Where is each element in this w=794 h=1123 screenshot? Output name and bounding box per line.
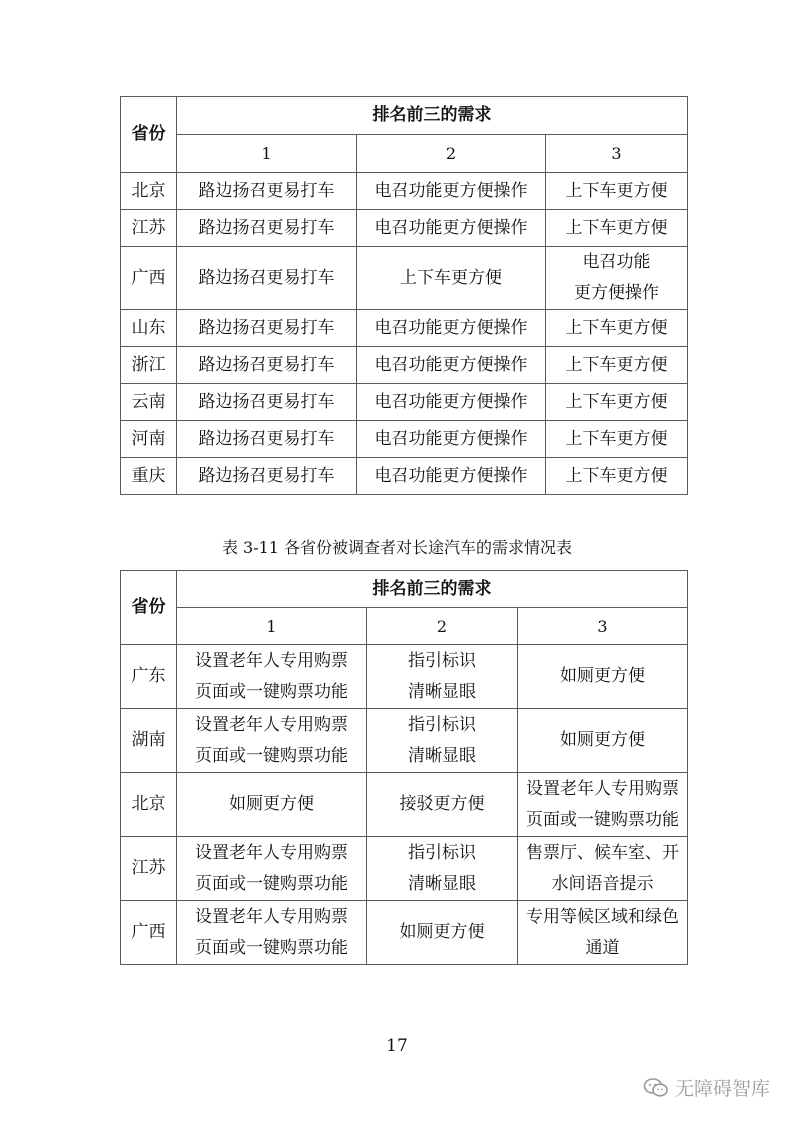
demand-rank-2-cell (357, 247, 546, 310)
table-row (121, 247, 688, 310)
table-row (121, 773, 688, 837)
demand-rank-2-cell (357, 310, 546, 347)
demand-rank-2-cell (367, 837, 518, 901)
cell-text-line: 路边扬召更易打车 (198, 391, 335, 412)
cell-text-line: 路边扬召更易打车 (198, 317, 335, 338)
demand-rank-1-cell (177, 645, 367, 709)
page-number: 17 (386, 1036, 408, 1056)
cell-text-line: 指引标识 (408, 714, 476, 735)
province-cell: 北京 (121, 173, 177, 210)
demand-rank-2-cell (357, 458, 546, 495)
cell-text-line: 上下车更方便 (565, 465, 668, 486)
cell-text-line: 更方便操作 (574, 283, 659, 303)
cell-text-line: 路边扬召更易打车 (198, 465, 335, 486)
cell-text-line: 电召功能更方便操作 (374, 354, 528, 375)
demand-rank-2-cell (357, 210, 546, 247)
cell-text-line: 路边扬召更易打车 (198, 354, 335, 375)
table-row (121, 210, 688, 247)
wechat-icon (643, 1077, 669, 1099)
demand-rank-3-cell (518, 901, 688, 965)
demand-rank-3-cell (546, 384, 688, 421)
cell-text-line: 售票厅、候车室、开 (526, 842, 679, 863)
cell-text-line: 设置老年人专用购票 (195, 906, 348, 927)
province-cell: 广西 (121, 901, 177, 965)
demand-rank-3-cell (518, 837, 688, 901)
cell-text-line: 如厕更方便 (399, 922, 485, 942)
cell-text-line: 电召功能更方便操作 (374, 180, 528, 201)
demand-rank-1-cell (177, 837, 367, 901)
table-row (121, 310, 688, 347)
table-row (121, 645, 688, 709)
rank-header-2: 2 (357, 135, 546, 173)
demand-rank-3-cell (518, 709, 688, 773)
table-row (121, 837, 688, 901)
demand-rank-1-cell (177, 421, 357, 458)
cell-text-line: 电召功能更方便操作 (374, 317, 528, 338)
cell-text-line: 设置老年人专用购票 (526, 778, 679, 799)
demand-rank-1-cell (177, 773, 367, 837)
cell-text-line: 页面或一键购票功能 (526, 809, 679, 830)
table-row (121, 458, 688, 495)
province-cell: 山东 (121, 310, 177, 347)
group-header: 排名前三的需求 (177, 571, 688, 608)
demand-rank-3-cell (546, 173, 688, 210)
cell-text-line: 通道 (585, 937, 620, 958)
cell-text-line: 上下车更方便 (565, 391, 668, 412)
cell-text-line: 上下车更方便 (400, 267, 502, 288)
demand-rank-3-cell (546, 310, 688, 347)
cell-text-line: 上下车更方便 (565, 180, 668, 201)
demand-rank-3-cell (546, 347, 688, 384)
demand-rank-1-cell (177, 173, 357, 210)
province-header: 省份 (121, 97, 177, 173)
rank-header-3: 3 (518, 608, 688, 645)
watermark-text: 无障碍智库 (674, 1078, 770, 1100)
rank-header-2: 2 (367, 608, 518, 645)
table-row (121, 347, 688, 384)
demand-rank-2-cell (357, 347, 546, 384)
table-caption: 表 3-11 各省份被调查者对长途汽车的需求情况表 (221, 538, 573, 557)
demand-rank-2-cell (367, 709, 518, 773)
cell-text-line: 电召功能更方便操作 (374, 428, 528, 449)
province-cell: 广东 (121, 645, 177, 709)
demand-rank-2-cell (367, 901, 518, 965)
cell-text-line: 设置老年人专用购票 (195, 650, 348, 671)
cell-text-line: 清晰显眼 (408, 681, 476, 702)
demand-rank-2-cell (357, 384, 546, 421)
demand-rank-2-cell (367, 645, 518, 709)
table-row (121, 421, 688, 458)
cell-text-line: 路边扬召更易打车 (198, 180, 335, 201)
cell-text-line: 指引标识 (408, 842, 476, 863)
demand-rank-3-cell (518, 773, 688, 837)
cell-text-line: 上下车更方便 (565, 317, 668, 338)
demand-rank-3-cell (546, 210, 688, 247)
demand-rank-3-cell (546, 421, 688, 458)
province-cell: 重庆 (121, 458, 177, 495)
cell-text-line: 电召功能更方便操作 (374, 217, 528, 238)
province-cell: 湖南 (121, 709, 177, 773)
demand-rank-1-cell (177, 247, 357, 310)
province-cell: 浙江 (121, 347, 177, 384)
demand-rank-2-cell (357, 173, 546, 210)
cell-text-line: 电召功能更方便操作 (374, 465, 528, 486)
table-row (121, 384, 688, 421)
cell-text-line: 水间语音提示 (551, 873, 654, 894)
watermark (643, 1074, 770, 1101)
group-header: 排名前三的需求 (177, 97, 688, 135)
cell-text-line: 专用等候区域和绿色 (526, 906, 679, 927)
cell-text-line: 设置老年人专用购票 (195, 714, 348, 735)
cell-text-line: 路边扬召更易打车 (198, 267, 335, 288)
cell-text-line: 上下车更方便 (565, 217, 668, 238)
cell-text-line: 指引标识 (408, 650, 476, 671)
demand-rank-1-cell (177, 901, 367, 965)
cell-text-line: 清晰显眼 (408, 745, 476, 766)
cell-text-line: 清晰显眼 (408, 873, 476, 894)
demand-rank-1-cell (177, 384, 357, 421)
cell-text-line: 页面或一键购票功能 (195, 873, 348, 894)
coach-demand-table (120, 570, 688, 965)
province-cell: 河南 (121, 421, 177, 458)
table-row (121, 173, 688, 210)
cell-text-line: 如厕更方便 (229, 794, 314, 814)
demand-rank-2-cell (367, 773, 518, 837)
cell-text-line: 电召功能更方便操作 (374, 391, 528, 412)
province-cell: 广西 (121, 247, 177, 310)
province-cell: 江苏 (121, 837, 177, 901)
cell-text-line: 路边扬召更易打车 (198, 428, 335, 449)
demand-rank-1-cell (177, 310, 357, 347)
cell-text-line: 上下车更方便 (565, 428, 668, 449)
rank-header-1: 1 (177, 135, 357, 173)
cell-text-line: 如厕更方便 (560, 730, 645, 750)
cell-text-line: 页面或一键购票功能 (195, 937, 348, 958)
demand-rank-2-cell (357, 421, 546, 458)
demand-rank-1-cell (177, 709, 367, 773)
province-header: 省份 (121, 571, 177, 645)
cell-text-line: 页面或一键购票功能 (195, 745, 348, 766)
province-cell: 江苏 (121, 210, 177, 247)
province-cell: 北京 (121, 773, 177, 837)
demand-rank-3-cell (546, 458, 688, 495)
table-row (121, 709, 688, 773)
rank-header-3: 3 (546, 135, 688, 173)
demand-rank-1-cell (177, 458, 357, 495)
demand-rank-1-cell (177, 347, 357, 384)
cell-text-line: 上下车更方便 (565, 354, 668, 375)
demand-rank-1-cell (177, 210, 357, 247)
table-row (121, 901, 688, 965)
cell-text-line: 如厕更方便 (560, 666, 645, 686)
demand-rank-3-cell (546, 247, 688, 310)
province-cell: 云南 (121, 384, 177, 421)
rank-header-1: 1 (177, 608, 367, 645)
cell-text-line: 设置老年人专用购票 (195, 842, 348, 863)
cell-text-line: 接驳更方便 (399, 794, 485, 814)
cell-text-line: 电召功能 (582, 252, 651, 272)
cell-text-line: 页面或一键购票功能 (195, 681, 348, 702)
cell-text-line: 路边扬召更易打车 (198, 217, 335, 238)
demand-rank-3-cell (518, 645, 688, 709)
taxi-demand-table (120, 96, 688, 495)
